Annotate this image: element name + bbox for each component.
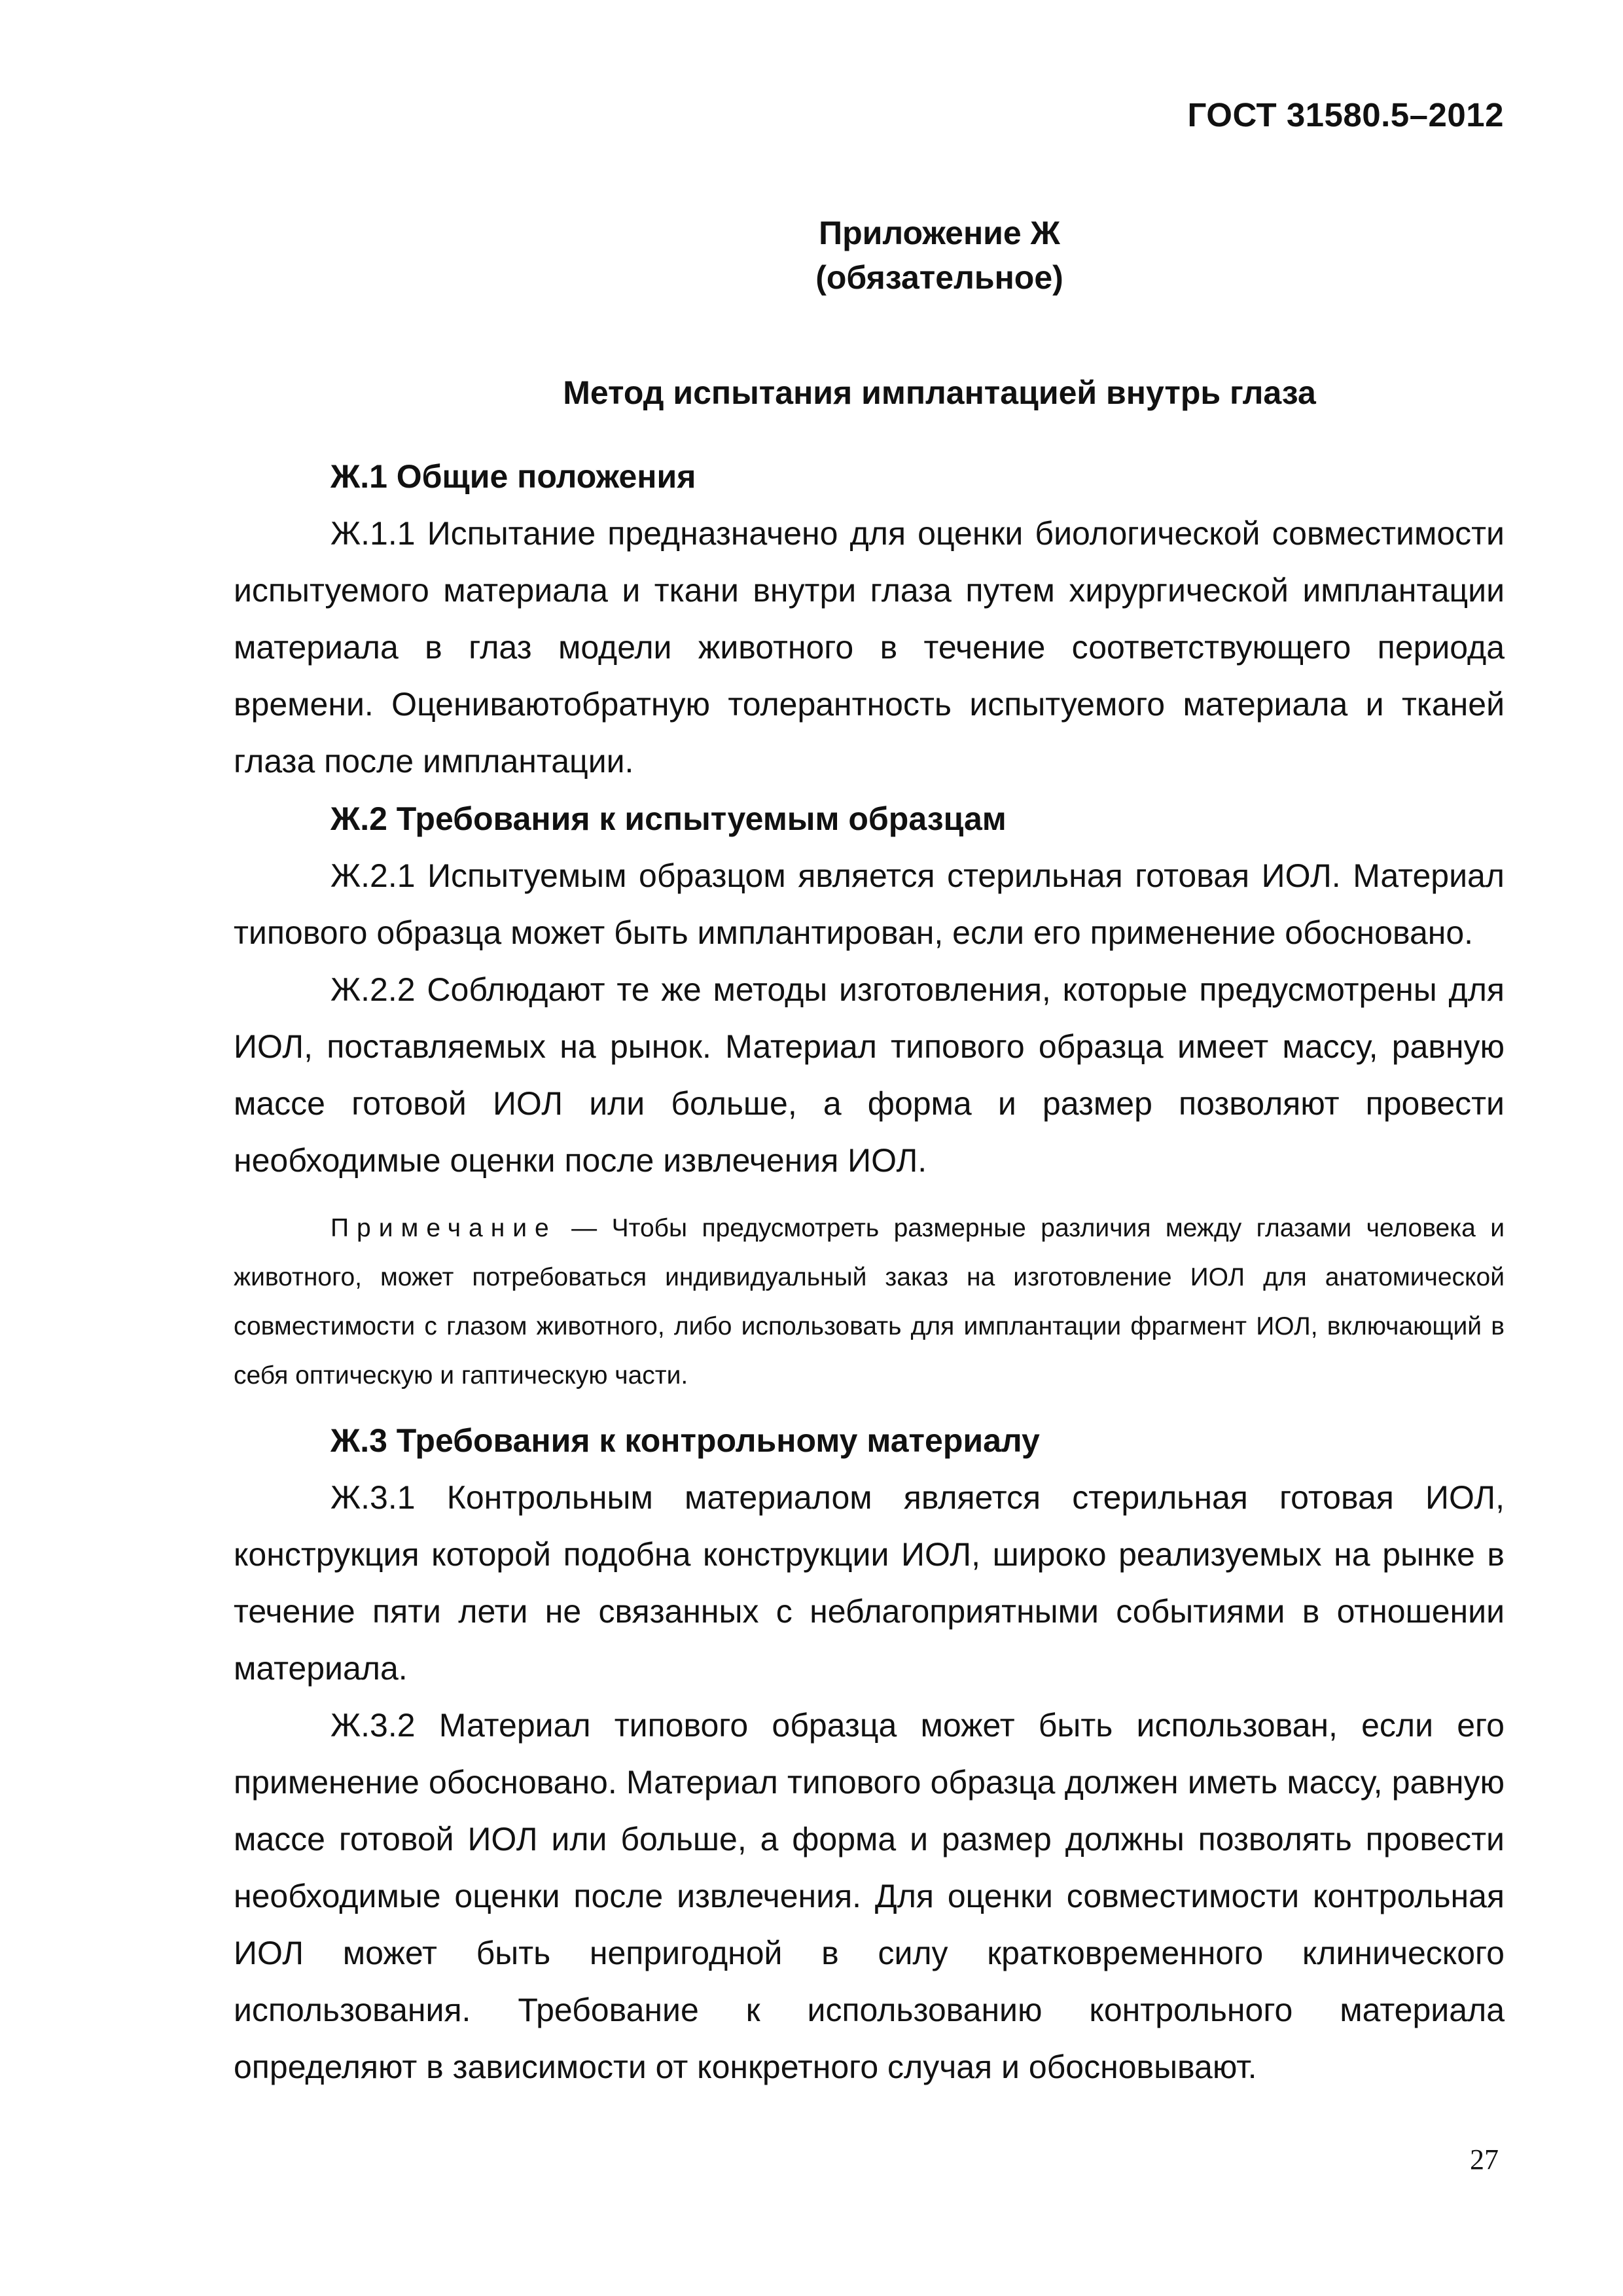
section-heading-3: Ж.3 Требования к контрольному материалу xyxy=(330,1422,1040,1459)
standard-id: ГОСТ 31580.5–2012 xyxy=(1187,96,1504,134)
appendix-heading xyxy=(374,211,1505,300)
section-heading-2: Ж.2 Требования к испытуемым образцам xyxy=(330,800,1007,837)
page-content xyxy=(234,211,1505,2096)
appendix-title: Приложение Ж xyxy=(819,215,1060,251)
paragraph-2-1: Ж.2.1 Испытуемым образцом является стерильная готовая ИОЛ. Материал типового образца может быть имплантирован, если его применение обосновано. xyxy=(234,857,1505,951)
paragraph-3-2: Ж.3.2 Материал типового образца может быть использован, если его применение обосновано. Материал типового образца должен иметь массу, равную массе готовой ИОЛ или больше, а форма и размер должны позволять провести необходимые оценки после извлечения. Для оценки совместимости контрольная ИОЛ может быть непригодной в силу кратковременного клинического использования. Требование к использованию контрольного материала определяют в зависимости от конкретного случая и обосновывают. xyxy=(234,1707,1505,2085)
section-heading-1: Ж.1 Общие положения xyxy=(330,458,696,495)
paragraph-2-2: Ж.2.2 Соблюдают те же методы изготовления, которые предусмотрены для ИОЛ, поставляемых на рынок. Материал типового образца имеет массу, равную массе готовой ИОЛ или больше, а форма и размер позволяют провести необходимые оценки после извлечения ИОЛ. xyxy=(234,971,1505,1179)
method-title: Метод испытания имплантацией внутрь глаза xyxy=(563,374,1316,411)
paragraph-1-1: Ж.1.1 Испытание предназначено для оценки биологической совместимости испытуемого материала и ткани внутри глаза путем хирургической имплантации материала в глаз модели животного в течение соответствующего периода времени. Оцениваютобратную толерантность испытуемого материала и тканей глаза после имплантации. xyxy=(234,515,1505,780)
appendix-status: (обязательное) xyxy=(815,259,1063,296)
page-number: 27 xyxy=(1470,2144,1499,2176)
paragraph-3-1: Ж.3.1 Контрольным материалом является стерильная готовая ИОЛ, конструкция которой подобна конструкции ИОЛ, широко реализуемых на рынке в течение пяти лети не связанных с неблагоприятными событиями в отношении материала. xyxy=(234,1479,1505,1687)
note-label: Примечание xyxy=(330,1214,557,1242)
note-text: — Чтобы предусмотреть размерные различия между глазами человека и животного, может потребоваться индивидуальный заказ на изготовление ИОЛ для анатомической совместимости с глазом животного, либо использовать для имплантации фрагмент ИОЛ, включающий в себя оптическую и гаптическую части. xyxy=(234,1214,1505,1390)
note xyxy=(234,1204,1505,1400)
